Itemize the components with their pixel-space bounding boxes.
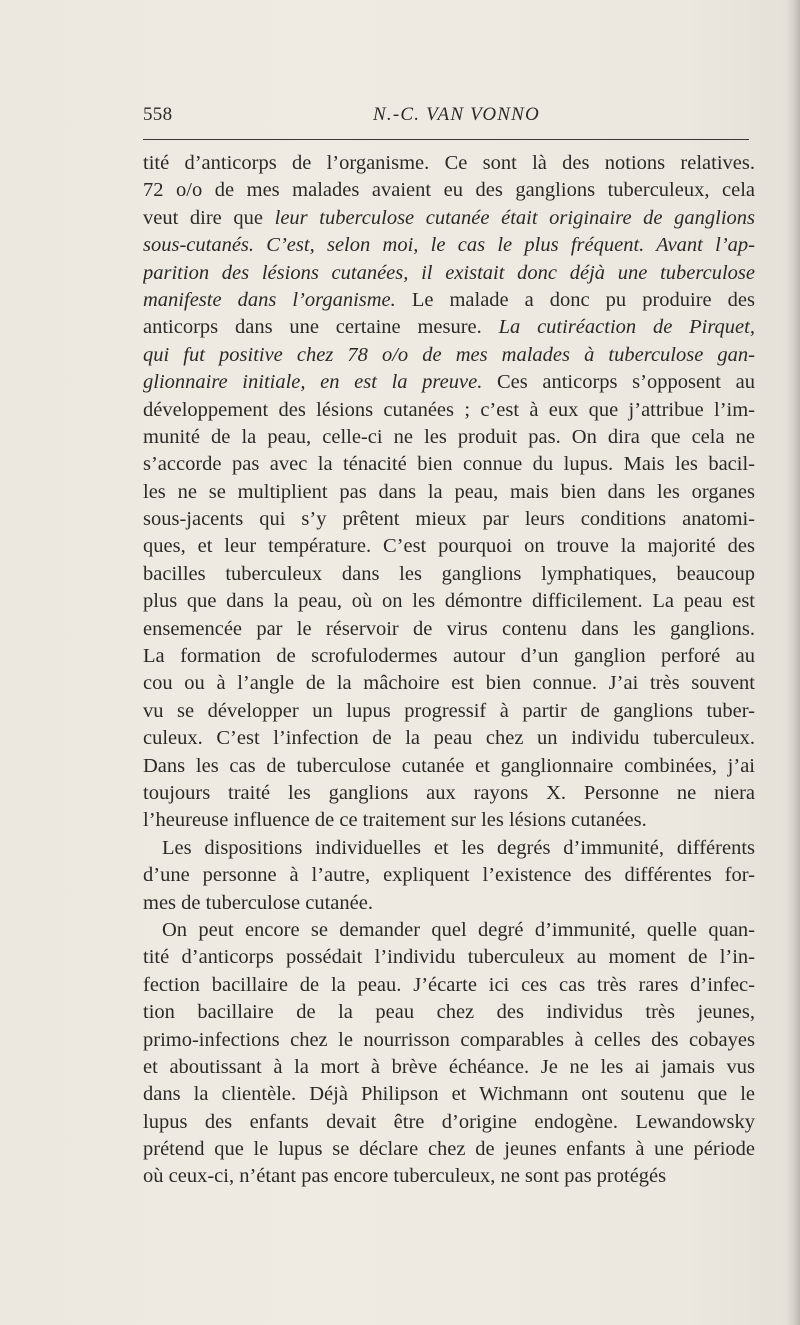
text-line bbox=[143, 972, 755, 999]
text-run: munité de la peau, celle-ci ne les produit pas. On dira que cela ne bbox=[143, 425, 755, 448]
text-run: ensemencée par le réservoir de virus contenu dans les ganglions. bbox=[143, 617, 755, 640]
text-line bbox=[143, 643, 755, 670]
text-run: tité d’anticorps de l’organisme. Ce sont là des notions relatives. bbox=[143, 152, 755, 174]
text-line bbox=[143, 561, 755, 588]
text-run: On peut encore se demander quel degré d’immunité, quelle quan- bbox=[162, 918, 755, 941]
text-run: l’heureuse influence de ce traitement sur les lésions cutanées. bbox=[143, 809, 647, 832]
text-line bbox=[143, 1027, 755, 1054]
paragraph bbox=[143, 917, 755, 1191]
text-line bbox=[143, 260, 755, 287]
text-run: vu se développer un lupus progressif à partir de ganglions tuber- bbox=[143, 699, 755, 722]
italic-run: qui fut positive chez 78 o/o de mes malades à tuberculose gan- bbox=[143, 343, 755, 366]
paragraph bbox=[143, 150, 755, 835]
text-run: d’une personne à l’autre, expliquent l’existence des différentes for- bbox=[143, 864, 755, 887]
text-run: anticorps dans une certaine mesure. bbox=[143, 316, 499, 339]
text-line bbox=[143, 698, 755, 725]
text-run: Ces anticorps s’opposent au bbox=[482, 371, 755, 394]
text-run: tité d’anticorps possédait l’individu tuberculeux au moment de l’in- bbox=[143, 946, 755, 969]
text-line bbox=[143, 588, 755, 615]
text-line bbox=[143, 1136, 755, 1163]
text-run: prétend que le lupus se déclare chez de jeunes enfants à une période bbox=[143, 1138, 755, 1161]
text-run: et aboutissant à la mort à brève échéance. Je ne les ai jamais vus bbox=[143, 1055, 755, 1078]
text-line bbox=[143, 670, 755, 697]
text-line bbox=[143, 999, 755, 1026]
italic-run: parition des lésions cutanées, il existait donc déjà une tuberculose bbox=[143, 261, 755, 284]
text-run: ques, et leur température. C’est pourquoi on trouve la majorité des bbox=[143, 535, 755, 558]
text-run: culeux. C’est l’infection de la peau chez un individu tuberculeux. bbox=[143, 727, 755, 750]
text-line bbox=[143, 177, 755, 204]
paragraph bbox=[143, 835, 755, 917]
text-run: dans la clientèle. Déjà Philipson et Wichmann ont soutenu que le bbox=[143, 1083, 755, 1106]
italic-run: sous-cutanés. C’est, selon moi, le cas le plus fréquent. Avant l’ap- bbox=[143, 234, 755, 257]
text-line bbox=[143, 616, 755, 643]
text-line bbox=[143, 835, 755, 862]
text-run: les ne se multiplient pas dans la peau, mais bien dans les organes bbox=[143, 480, 755, 503]
text-line bbox=[143, 397, 755, 424]
text-run: toujours traité les ganglions aux rayons X. Personne ne niera bbox=[143, 781, 755, 804]
text-line bbox=[143, 205, 755, 232]
text-run: Le malade a donc pu produire des bbox=[395, 288, 755, 311]
text-run: 72 o/o de mes malades avaient eu des ganglions tuberculeux, cela bbox=[143, 179, 755, 202]
text-run: primo-infections chez le nourrisson comparables à celles des cobayes bbox=[143, 1028, 755, 1051]
text-line bbox=[143, 807, 755, 834]
text-line bbox=[143, 451, 755, 478]
text-run: La formation de scrofulodermes autour d’un ganglion perforé au bbox=[143, 645, 755, 668]
italic-run: manifeste dans l’organisme. bbox=[143, 288, 396, 311]
italic-run: glionnaire initiale, en est la preuve. bbox=[143, 371, 483, 394]
text-line bbox=[143, 150, 755, 177]
running-head: N.-C. VAN VONNO bbox=[373, 104, 540, 125]
text-line bbox=[143, 232, 755, 259]
text-line bbox=[143, 424, 755, 451]
text-line bbox=[143, 725, 755, 752]
text-line bbox=[143, 890, 755, 917]
text-run: Dans les cas de tuberculose cutanée et ganglionnaire combinées, j’ai bbox=[143, 754, 755, 777]
text-line bbox=[143, 1163, 755, 1190]
text-run: Les dispositions individuelles et les degrés d’immunité, différents bbox=[162, 836, 755, 859]
text-line bbox=[143, 862, 755, 889]
text-run: fection bacillaire de la peau. J’écarte ici ces cas très rares d’infec- bbox=[143, 973, 755, 996]
header-rule bbox=[143, 139, 749, 140]
text-line bbox=[143, 944, 755, 971]
text-line bbox=[143, 533, 755, 560]
text-run: s’accorde pas avec la ténacité bien connue du lupus. Mais les bacil- bbox=[143, 453, 755, 476]
text-line bbox=[143, 1081, 755, 1108]
text-line bbox=[143, 780, 755, 807]
text-line bbox=[143, 917, 755, 944]
italic-run: leur tuberculose cutanée était originaire de ganglions bbox=[274, 206, 755, 229]
text-run: tion bacillaire de la peau chez des individus très jeunes, bbox=[143, 1001, 755, 1024]
body-text bbox=[143, 150, 755, 1191]
text-line bbox=[143, 342, 755, 369]
text-run: veut dire que bbox=[143, 206, 275, 229]
text-run: où ceux-ci, n’étant pas encore tuberculeux, ne sont pas protégés bbox=[143, 1165, 667, 1188]
page-header bbox=[143, 100, 753, 134]
text-run: développement des lésions cutanées ; c’est à eux que j’attribue l’im- bbox=[143, 398, 755, 421]
text-run: mes de tuberculose cutanée. bbox=[143, 891, 373, 914]
italic-run: La cutiréaction de Pirquet, bbox=[498, 316, 755, 339]
text-run: cou ou à l’angle de la mâchoire est bien connue. J’ai très souvent bbox=[143, 672, 755, 695]
text-run: plus que dans la peau, où on les démontre difficilement. La peau est bbox=[143, 590, 755, 613]
page-edge-shadow bbox=[786, 0, 800, 1325]
text-line bbox=[143, 479, 755, 506]
text-line bbox=[143, 753, 755, 780]
text-run: sous-jacents qui s’y prêtent mieux par leurs conditions anatomi- bbox=[143, 508, 755, 531]
text-line bbox=[143, 1109, 755, 1136]
text-line bbox=[143, 369, 755, 396]
page-number: 558 bbox=[143, 104, 173, 125]
text-line bbox=[143, 314, 755, 341]
text-line bbox=[143, 287, 755, 314]
text-line bbox=[143, 506, 755, 533]
text-run: bacilles tuberculeux dans les ganglions lymphatiques, beaucoup bbox=[143, 562, 755, 585]
text-run: lupus des enfants devait être d’origine endogène. Lewandowsky bbox=[143, 1110, 755, 1133]
text-line bbox=[143, 1054, 755, 1081]
